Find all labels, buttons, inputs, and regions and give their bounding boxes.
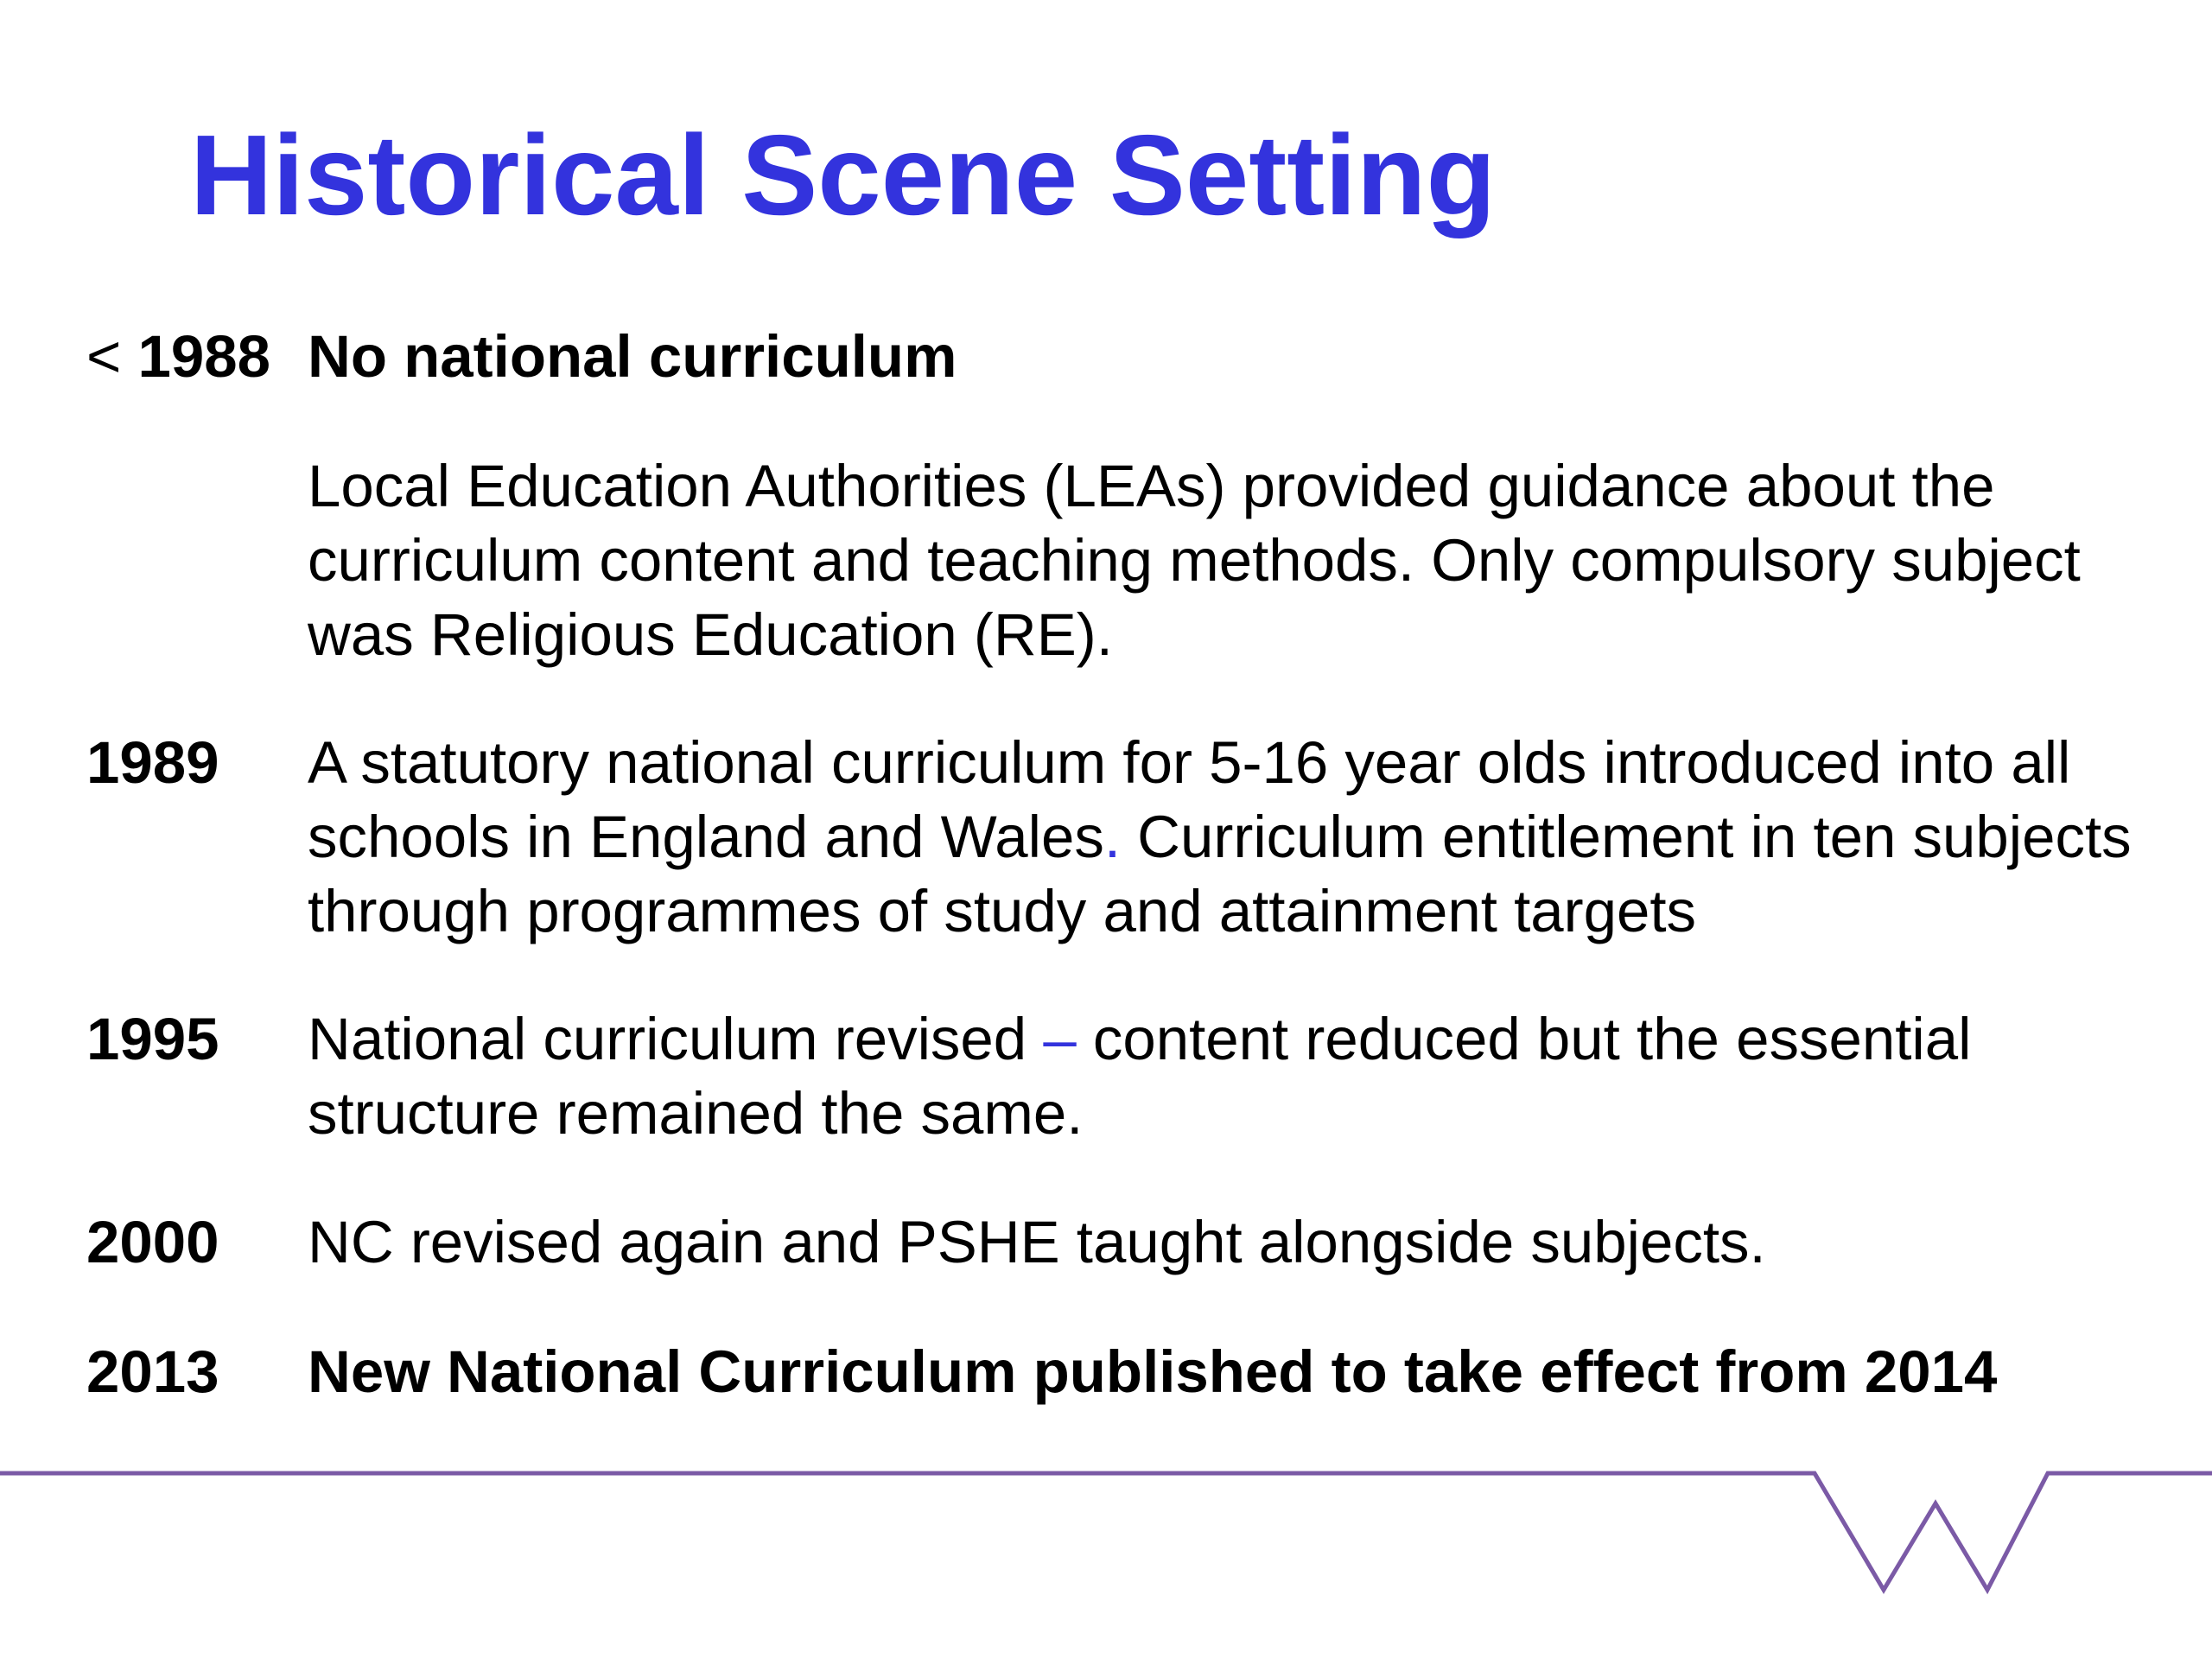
description-accent: – (1043, 1006, 1077, 1072)
timeline-description (308, 726, 2139, 949)
timeline-description: NC revised again and PSHE taught alongside subjects. (308, 1209, 1766, 1275)
description-part: Curriculum entitlement in ten subjects through programmes of study and attainment targets (308, 804, 2132, 944)
timeline-description: New National Curriculum published to take effect from 2014 (308, 1338, 1998, 1405)
timeline-year: 1989 (86, 729, 219, 796)
description-part: content reduced but the essential structure remained the same. (308, 1006, 1972, 1147)
slide-title: Historical Scene Setting (190, 111, 1497, 238)
description-part: National curriculum revised (308, 1006, 1044, 1072)
footer-rule-line (0, 1473, 2212, 1590)
timeline-year: 2013 (86, 1338, 219, 1405)
timeline-year: 2000 (86, 1209, 219, 1275)
year-prefix: < (86, 323, 138, 390)
timeline-description (308, 1002, 2001, 1151)
description-part: A statutory national curriculum for 5-16 year olds introduced into all schools in England and Wales (308, 729, 2071, 870)
timeline-year (86, 320, 270, 394)
timeline-year: 1995 (86, 1006, 219, 1072)
timeline-heading: No national curriculum (308, 323, 957, 390)
description-accent: . (1103, 804, 1122, 870)
footer-rule-w-logo (0, 1417, 2212, 1607)
timeline-description: Local Education Authorities (LEAs) provided guidance about the curriculum content and teaching methods. Only compulsory subject was Religious Education (RE). (308, 453, 2114, 668)
year-value: 1988 (137, 323, 270, 390)
